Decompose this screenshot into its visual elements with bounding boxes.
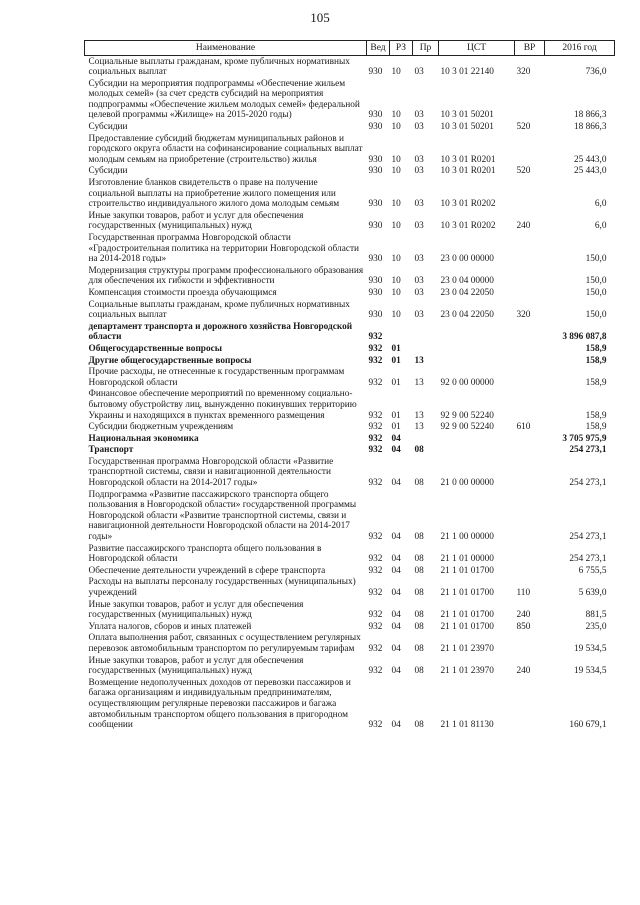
row-cst: 23 0 00 00000 (440, 254, 494, 265)
row-rz: 10 (391, 122, 401, 133)
row-amount: 3 705 975,9 (562, 433, 607, 444)
row-cst (439, 343, 515, 355)
row-ved: 930 (368, 122, 383, 133)
row-pr: 08 (414, 621, 424, 632)
row-vr: 520 (516, 166, 531, 177)
row-vr (515, 321, 545, 343)
header-ved: Вед (367, 41, 390, 56)
row-vr (515, 489, 545, 543)
row-name: Модернизация структуры программ профессионального образования для обеспечения их гибкости и эффективности (88, 265, 364, 287)
row-cst: 21 1 01 01700 (440, 588, 494, 598)
row-cst: 10 3 01 50201 (440, 122, 494, 133)
row-vr (515, 355, 545, 367)
row-cst: 21 1 01 01700 (440, 621, 494, 632)
row-pr: 08 (414, 532, 424, 543)
row-vr: 850 (516, 621, 531, 632)
row-pr: 13 (414, 410, 424, 421)
row-ved: 932 (368, 532, 383, 543)
row-pr: 03 (414, 254, 424, 265)
row-pr: 03 (414, 166, 424, 177)
table-row (85, 621, 615, 633)
row-vr: 240 (516, 666, 531, 677)
table-row (85, 543, 615, 565)
row-ved: 932 (368, 343, 383, 354)
table-row (85, 265, 615, 287)
row-pr: 13 (414, 355, 424, 366)
row-cst: 21 1 00 00000 (440, 532, 494, 543)
row-rz: 04 (391, 588, 401, 598)
row-pr: 08 (414, 565, 424, 576)
table-row (85, 287, 615, 299)
row-name: Возмещение недополученных доходов от перевозки пассажиров и багажа организациям и индивидуальным предпринимателям, осуществляющим регулярные перевозки пассажиров и багажа автомобильным транспортом общего пользования в пригородном сообщении (88, 677, 351, 731)
row-amount: 6,0 (594, 221, 607, 232)
row-amount: 881,5 (585, 610, 607, 621)
row-rz: 04 (391, 478, 401, 489)
row-rz: 04 (391, 643, 401, 654)
row-name: Компенсация стоимости проезда обучающимся (88, 287, 277, 298)
row-cst: 21 1 01 23970 (440, 666, 494, 677)
row-amount: 6 755,5 (578, 565, 607, 576)
row-cst: 10 3 01 R0202 (440, 199, 496, 210)
row-ved: 930 (368, 287, 383, 298)
row-cst (439, 321, 515, 343)
row-name: департамент транспорта и дорожного хозяйства Новгородской области (88, 321, 353, 343)
row-ved: 930 (368, 221, 383, 232)
table-body (85, 56, 615, 732)
row-amount: 150,0 (585, 310, 607, 321)
row-pr: 08 (414, 445, 424, 456)
row-vr (515, 78, 545, 121)
row-cst: 23 0 04 00000 (440, 276, 494, 287)
row-rz: 10 (391, 154, 401, 165)
row-ved: 932 (368, 422, 383, 433)
row-rz: 01 (391, 422, 401, 433)
row-ved: 932 (368, 332, 383, 343)
row-rz: 10 (391, 221, 401, 232)
table-row (85, 445, 615, 457)
row-pr (413, 433, 439, 445)
row-vr (515, 433, 545, 445)
row-vr (515, 389, 545, 422)
row-vr (515, 456, 545, 489)
row-ved: 932 (368, 377, 383, 388)
row-vr: 320 (516, 67, 531, 78)
row-pr: 03 (414, 221, 424, 232)
row-amount: 18 866,3 (573, 110, 607, 121)
row-rz: 04 (391, 565, 401, 576)
row-ved: 932 (368, 410, 383, 421)
row-cst: 92 0 00 00000 (440, 377, 494, 388)
row-name: Расходы на выплаты персоналу государственных (муниципальных) учреждений (88, 577, 356, 598)
page-number: 105 (310, 10, 330, 25)
row-name: Транспорт (88, 445, 134, 456)
row-name: Оплата выполнения работ, связанных с осуществлением регулярных перевозок автомобильным транспортом по регулируемым тарифам (88, 633, 361, 654)
row-amount: 3 896 087,8 (562, 332, 607, 343)
row-pr: 13 (414, 422, 424, 433)
row-ved: 930 (368, 154, 383, 165)
row-cst (439, 433, 515, 445)
row-cst: 21 1 01 01700 (440, 610, 494, 621)
row-ved: 932 (368, 355, 383, 366)
row-name: Социальные выплаты гражданам, кроме публичных нормативных социальных выплат (88, 56, 350, 78)
row-pr: 08 (414, 720, 424, 731)
row-pr: 03 (414, 276, 424, 287)
row-name: Общегосударственные вопросы (88, 343, 223, 354)
row-amount: 158,9 (585, 343, 607, 354)
row-rz: 04 (391, 610, 401, 621)
table-row (85, 78, 615, 121)
row-name: Иные закупки товаров, работ и услуг для обеспечения государственных (муниципальных) нужд (88, 210, 304, 232)
table-row (85, 166, 615, 178)
row-amount: 158,9 (585, 410, 607, 421)
row-cst: 23 0 04 22050 (440, 310, 494, 321)
table-row (85, 367, 615, 389)
row-rz: 10 (391, 67, 401, 78)
row-pr: 08 (414, 554, 424, 565)
row-rz: 10 (391, 199, 401, 210)
row-rz: 04 (391, 532, 401, 543)
row-rz: 01 (391, 410, 401, 421)
table-row (85, 343, 615, 355)
row-vr (515, 133, 545, 166)
row-pr (413, 321, 439, 343)
row-vr (515, 343, 545, 355)
row-name: Субсидии на мероприятия подпрограммы «Обеспечение жильем молодых семей» (за счет средств субсидий на мероприятия подпрограммы «Обеспечение жильем молодых семей» федеральной целевой программы «Жилище» на 2015-2020 годы) (88, 78, 360, 121)
table-row (85, 422, 615, 434)
table-row (85, 456, 615, 489)
row-rz: 10 (391, 310, 401, 321)
row-amount: 235,0 (585, 621, 607, 632)
row-cst (439, 445, 515, 457)
row-rz: 10 (391, 276, 401, 287)
row-ved: 932 (368, 433, 383, 444)
row-name: Субсидии (88, 122, 128, 133)
row-ved: 932 (368, 445, 383, 456)
row-amount: 254 273,1 (569, 478, 607, 489)
row-name: Подпрограмма «Развитие пассажирского транспорта общего пользования в Новгородской области» государственной программы Новгородской области «Развитие транспортной системы, связи и навигационной деятельности Новгородской области на 2014-2017 годы» (88, 489, 357, 543)
row-rz: 01 (391, 343, 401, 354)
table-row (85, 210, 615, 232)
row-cst: 10 3 01 R0202 (440, 221, 496, 232)
row-ved: 932 (368, 588, 383, 598)
row-amount: 19 534,5 (573, 666, 607, 677)
row-name: Национальная экономика (88, 433, 199, 444)
row-vr (515, 265, 545, 287)
table-row (85, 133, 615, 166)
row-pr: 03 (414, 154, 424, 165)
row-ved: 932 (368, 610, 383, 621)
row-name: Государственная программа Новгородской области «Развитие транспортной системы, связи и навигационной деятельности Новгородской области на 2014-2017 годы» (88, 456, 334, 489)
row-pr: 03 (414, 67, 424, 78)
row-vr: 520 (516, 122, 531, 133)
row-rz: 10 (391, 287, 401, 298)
row-name: Развитие пассажирского транспорта общего пользования в Новгородской области (88, 543, 322, 565)
row-ved: 930 (368, 110, 383, 121)
row-amount: 150,0 (585, 287, 607, 298)
row-pr: 03 (414, 199, 424, 210)
row-pr: 08 (414, 643, 424, 654)
row-vr: 240 (516, 221, 531, 232)
row-vr (515, 677, 545, 731)
row-name: Иные закупки товаров, работ и услуг для обеспечения государственных (муниципальных) нужд (88, 599, 304, 621)
row-amount: 736,0 (585, 67, 607, 78)
table-row (85, 599, 615, 621)
row-cst: 10 3 01 R0201 (440, 154, 496, 165)
row-cst: 23 0 04 22050 (440, 287, 494, 298)
row-name: Уплата налогов, сборов и иных платежей (88, 621, 252, 632)
row-ved: 930 (368, 276, 383, 287)
row-name: Субсидии бюджетным учреждениям (88, 422, 234, 433)
row-amount: 25 443,0 (573, 166, 607, 177)
row-name: Изготовление бланков свидетельств о праве на получение социальной выплаты на приобретение жилого помещения или строительство индивидуального жилого дома молодым семьям (88, 178, 340, 210)
row-ved: 930 (368, 166, 383, 177)
row-cst: 21 1 01 23970 (440, 643, 494, 654)
row-vr: 110 (516, 588, 531, 598)
row-name: Другие общегосударственные вопросы (88, 355, 252, 366)
row-amount: 160 679,1 (569, 720, 607, 731)
row-cst: 92 9 00 52240 (440, 422, 494, 433)
table-row (85, 233, 615, 266)
row-pr: 03 (414, 310, 424, 321)
table-row (85, 633, 615, 655)
row-rz: 04 (391, 445, 401, 456)
header-cst: ЦСТ (439, 41, 515, 56)
row-rz: 04 (391, 433, 401, 444)
header-rz: РЗ (390, 41, 413, 56)
row-amount: 158,9 (585, 355, 607, 366)
table-row (85, 655, 615, 677)
table-row (85, 677, 615, 731)
row-rz: 01 (391, 377, 401, 388)
row-rz (390, 321, 413, 343)
table-row (85, 433, 615, 445)
row-cst: 21 1 01 00000 (440, 554, 494, 565)
row-pr (413, 343, 439, 355)
row-pr: 03 (414, 122, 424, 133)
row-name: Финансовое обеспечение мероприятий по временному социально-бытовому обустройству лиц, вынужденно покинувших территорию Украины и находящихся в пунктах временного размещения (88, 389, 357, 421)
row-amount: 254 273,1 (569, 554, 607, 565)
table-row (85, 299, 615, 321)
row-vr: 320 (516, 310, 531, 321)
row-name: Прочие расходы, не отнесенные к государственным программам Новгородской области (88, 367, 345, 388)
row-ved: 930 (368, 310, 383, 321)
row-rz: 04 (391, 666, 401, 677)
row-rz: 10 (391, 254, 401, 265)
row-vr (515, 178, 545, 211)
row-name: Обеспечение деятельности учреждений в сфере транспорта (88, 565, 326, 576)
row-rz: 10 (391, 166, 401, 177)
row-vr (515, 367, 545, 389)
budget-table (84, 40, 615, 731)
table-row (85, 355, 615, 367)
row-cst: 21 1 01 01700 (440, 565, 494, 576)
table-row (85, 321, 615, 343)
row-cst: 10 3 01 R0201 (440, 166, 496, 177)
table-row (85, 122, 615, 134)
row-rz: 10 (391, 110, 401, 121)
row-cst: 21 1 01 81130 (440, 720, 494, 731)
row-vr (515, 633, 545, 655)
row-amount: 254 273,1 (569, 445, 607, 456)
row-vr (515, 445, 545, 457)
row-vr: 240 (516, 610, 531, 621)
row-ved: 930 (368, 254, 383, 265)
row-amount: 25 443,0 (573, 154, 607, 165)
table-row (85, 178, 615, 211)
header-year: 2016 год (545, 41, 615, 56)
table-row (85, 565, 615, 577)
row-name: Социальные выплаты гражданам, кроме публичных нормативных социальных выплат (88, 299, 350, 321)
row-cst (439, 355, 515, 367)
table-header (85, 41, 615, 56)
row-amount: 19 534,5 (573, 643, 607, 654)
row-vr: 610 (516, 422, 531, 433)
table-row (85, 389, 615, 422)
row-amount: 6,0 (594, 199, 607, 210)
row-name: Предоставление субсидий бюджетам муниципальных районов и городского округа области на софинансирование социальных выплат молодым семьям на приобретение (строительство) жилья (88, 133, 363, 165)
row-amount: 158,9 (585, 422, 607, 433)
row-name: Государственная программа Новгородской области «Градостроительная политика на территории Новгородской области на 2014-2018 годы» (88, 233, 359, 265)
row-rz: 04 (391, 720, 401, 731)
row-ved: 932 (368, 666, 383, 677)
row-rz: 01 (391, 355, 401, 366)
row-amount: 18 866,3 (573, 122, 607, 133)
row-cst: 10 3 01 50201 (440, 110, 494, 121)
row-cst: 92 9 00 52240 (440, 410, 494, 421)
row-cst: 10 3 01 22140 (440, 67, 494, 78)
row-amount: 150,0 (585, 254, 607, 265)
row-vr (515, 287, 545, 299)
header-vr: ВР (515, 41, 545, 56)
row-pr: 08 (414, 478, 424, 489)
row-pr: 08 (414, 588, 424, 598)
row-rz: 04 (391, 621, 401, 632)
table-row (85, 56, 615, 79)
header-pr: Пр (413, 41, 439, 56)
row-ved: 932 (368, 478, 383, 489)
row-cst: 21 0 00 00000 (440, 478, 494, 489)
row-rz: 04 (391, 554, 401, 565)
row-pr: 13 (414, 377, 424, 388)
row-amount: 158,9 (585, 377, 607, 388)
table-row (85, 577, 615, 599)
row-pr: 03 (414, 287, 424, 298)
row-ved: 932 (368, 565, 383, 576)
row-ved: 930 (368, 67, 383, 78)
row-ved: 930 (368, 199, 383, 210)
row-pr: 08 (414, 610, 424, 621)
row-vr (515, 565, 545, 577)
row-vr (515, 543, 545, 565)
row-name: Иные закупки товаров, работ и услуг для обеспечения государственных (муниципальных) нужд (88, 655, 304, 677)
row-ved: 932 (368, 720, 383, 731)
row-amount: 5 639,0 (578, 588, 607, 598)
row-amount: 150,0 (585, 276, 607, 287)
row-pr: 03 (414, 110, 424, 121)
row-ved: 932 (368, 554, 383, 565)
row-ved: 932 (368, 621, 383, 632)
row-name: Субсидии (88, 166, 128, 177)
table-row (85, 489, 615, 543)
row-pr: 08 (414, 666, 424, 677)
header-name: Наименование (85, 41, 367, 56)
row-ved: 932 (368, 643, 383, 654)
row-vr (515, 233, 545, 266)
row-amount: 254 273,1 (569, 532, 607, 543)
